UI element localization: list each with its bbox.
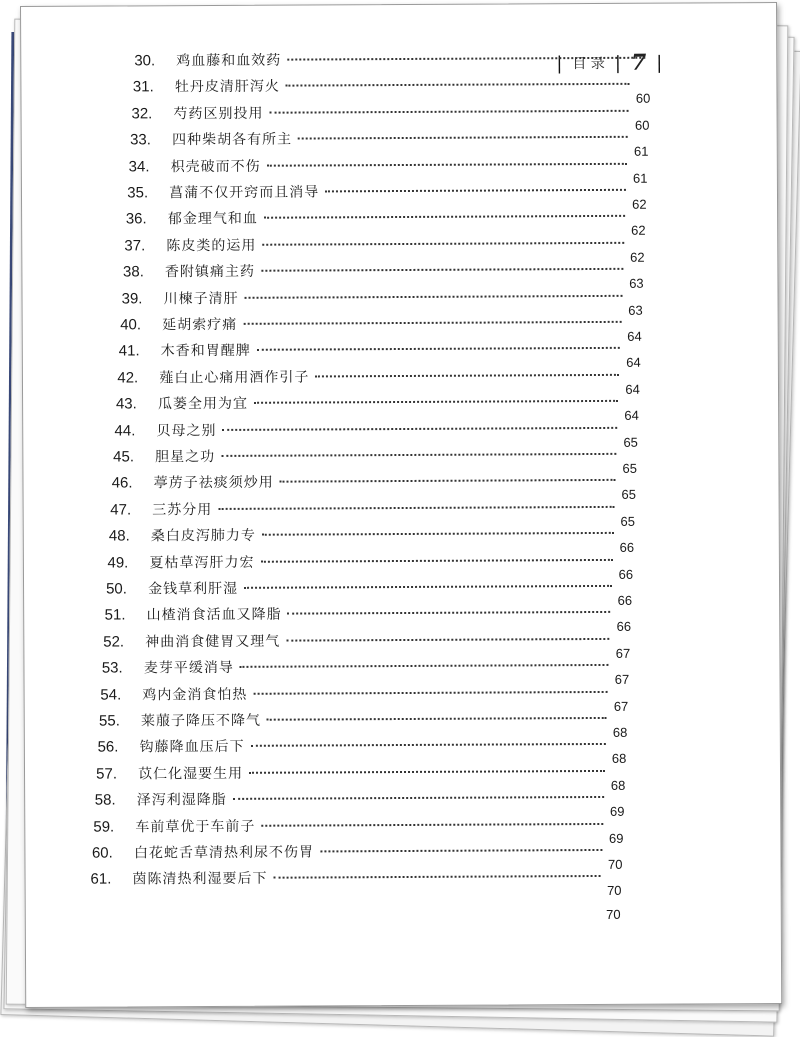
toc-dot-leader bbox=[287, 57, 645, 61]
toc-entry-page: 65 bbox=[620, 514, 635, 529]
toc-dot-leader bbox=[267, 717, 607, 721]
toc-entry-title: 桑白皮泻肺力专 bbox=[151, 525, 256, 546]
toc-page bbox=[20, 2, 782, 1008]
toc-dot-leader bbox=[280, 479, 616, 483]
toc-dot-leader bbox=[221, 453, 616, 457]
toc-entry-page: 63 bbox=[629, 276, 644, 291]
toc-entry-number: 50. bbox=[106, 580, 148, 597]
toc-entry-page: 65 bbox=[621, 487, 636, 502]
toc-entry-page: 61 bbox=[633, 170, 648, 185]
toc-entry-number: 61. bbox=[90, 871, 132, 888]
toc-entry-title: 茵陈清热利湿要后下 bbox=[132, 868, 267, 889]
toc-entry bbox=[113, 444, 637, 469]
toc-entry-title: 白花蛇舌草清热利尿不伤胃 bbox=[134, 841, 314, 862]
toc-entry-page: 69 bbox=[609, 830, 624, 845]
toc-entry-title: 贝母之别 bbox=[156, 420, 216, 440]
toc-entry bbox=[107, 549, 633, 574]
toc-dot-leader bbox=[218, 506, 614, 510]
toc-entry-number: 53. bbox=[102, 660, 144, 677]
toc-dot-leader bbox=[245, 294, 623, 298]
toc-entry-page: 66 bbox=[617, 619, 632, 634]
toc-entry-number: 57. bbox=[96, 765, 138, 782]
toc-dot-leader bbox=[298, 136, 628, 140]
toc-entry-title: 鸡内金消食怕热 bbox=[142, 683, 247, 704]
header-bar-mid: | bbox=[615, 52, 621, 73]
toc-entry bbox=[106, 576, 632, 601]
toc-entry-number: 51. bbox=[105, 607, 147, 624]
toc-entry bbox=[131, 101, 649, 126]
toc-entry-title: 枳壳破而不伤 bbox=[171, 155, 261, 175]
toc-entry bbox=[122, 285, 643, 310]
toc-entry-page: 65 bbox=[623, 434, 638, 449]
toc-dot-leader bbox=[325, 189, 626, 193]
toc-entry-number: 54. bbox=[100, 686, 142, 703]
toc-entry-page: 66 bbox=[619, 566, 634, 581]
toc-entry bbox=[117, 365, 639, 390]
header-bar-right: | bbox=[656, 52, 662, 73]
toc-entry bbox=[114, 417, 637, 442]
toc-dot-leader bbox=[251, 743, 606, 747]
toc-entry bbox=[96, 761, 625, 786]
toc-entry bbox=[99, 708, 627, 733]
toc-entry-number: 60. bbox=[92, 844, 134, 861]
toc-entry-number: 43. bbox=[116, 395, 158, 412]
toc-entry-title: 芍药区别投用 bbox=[173, 103, 263, 123]
toc-entry bbox=[123, 259, 644, 284]
toc-dot-leader bbox=[233, 796, 604, 800]
toc-entry bbox=[89, 893, 620, 918]
toc-entry-page: 68 bbox=[612, 751, 627, 766]
toc-entry-title: 葶苈子祛痰须炒用 bbox=[154, 472, 274, 493]
toc-entry-number: 48. bbox=[109, 528, 151, 545]
toc-entry-number: 35. bbox=[127, 184, 169, 201]
toc-entry bbox=[98, 734, 627, 759]
toc-entry bbox=[129, 153, 648, 178]
toc-dot-leader bbox=[261, 268, 623, 272]
toc-dot-leader bbox=[264, 215, 625, 219]
toc-entry-page: 63 bbox=[628, 302, 643, 317]
toc-entry-page: 65 bbox=[622, 461, 637, 476]
toc-entry-number: 32. bbox=[131, 105, 173, 122]
toc-entry-title: 郁金理气和血 bbox=[168, 208, 258, 228]
toc-entry-page: 64 bbox=[627, 329, 642, 344]
toc-entry-page: 62 bbox=[631, 223, 646, 238]
toc-entry bbox=[133, 74, 651, 99]
toc-entry bbox=[112, 470, 636, 495]
toc-dot-leader bbox=[260, 558, 612, 562]
toc-entry-title: 香附镇痛主药 bbox=[165, 261, 255, 281]
toc-entry bbox=[110, 497, 635, 522]
toc-entry-page: 69 bbox=[610, 804, 625, 819]
toc-entry-number: 58. bbox=[95, 792, 137, 809]
toc-dot-leader bbox=[249, 770, 605, 774]
toc-entry-number: 31. bbox=[133, 79, 175, 96]
toc-entry-number: 55. bbox=[99, 712, 141, 729]
toc-entry bbox=[130, 127, 648, 152]
toc-entry-page: 60 bbox=[635, 118, 650, 133]
toc-dot-leader bbox=[254, 400, 618, 404]
toc-entry-title: 鸡血藤和血效药 bbox=[176, 50, 281, 71]
toc-entry-number: 37. bbox=[124, 237, 166, 254]
toc-dot-leader bbox=[244, 585, 612, 589]
toc-entry-number: 30. bbox=[134, 52, 176, 69]
toc-dot-leader bbox=[267, 162, 627, 166]
toc-dot-leader bbox=[286, 83, 630, 87]
toc-entry-title: 薤白止心痛用酒作引子 bbox=[159, 366, 309, 387]
toc-entry-title: 木香和胃醒脾 bbox=[161, 340, 251, 360]
toc-entry-number: 39. bbox=[122, 290, 164, 307]
toc-entry bbox=[92, 840, 623, 865]
toc-entry-title: 瓜蒌全用为宜 bbox=[158, 393, 248, 413]
toc-entry-title: 菖蒲不仅开窍而且消导 bbox=[169, 181, 319, 202]
toc-entry-number: 33. bbox=[130, 131, 172, 148]
toc-entry bbox=[120, 312, 642, 337]
toc-entry-page: 64 bbox=[625, 382, 640, 397]
toc-entry-title: 四种柴胡各有所主 bbox=[172, 129, 292, 150]
toc-dot-leader bbox=[223, 426, 618, 430]
toc-entry-title: 泽泻利湿降脂 bbox=[137, 789, 227, 809]
toc-entry-page: 62 bbox=[632, 197, 647, 212]
toc-entry bbox=[102, 655, 629, 680]
toc-entry-title: 夏枯草泻肝力宏 bbox=[149, 551, 254, 572]
toc-entry-page: 68 bbox=[613, 725, 628, 740]
toc-entry-page: 70 bbox=[607, 883, 622, 898]
toc-entry bbox=[116, 391, 639, 416]
toc-entry bbox=[93, 813, 623, 838]
toc-entry-page: 64 bbox=[624, 408, 639, 423]
header-label: 目 录 bbox=[572, 53, 605, 73]
toc-dot-leader bbox=[269, 110, 628, 114]
toc-entry-number: 56. bbox=[98, 739, 140, 756]
toc-entry bbox=[105, 602, 632, 627]
toc-entry-page: 62 bbox=[630, 250, 645, 265]
toc-entry-title: 川楝子清肝 bbox=[164, 287, 239, 307]
toc-entry-number: 46. bbox=[112, 475, 154, 492]
toc-entry-title: 钩藤降血压后下 bbox=[140, 736, 245, 757]
toc-entry-number: 34. bbox=[129, 158, 171, 175]
toc-dot-leader bbox=[262, 532, 614, 536]
toc-entry-page: 67 bbox=[616, 646, 631, 661]
toc-entry-title: 陈皮类的运用 bbox=[166, 235, 256, 255]
toc-entry-title: 苡仁化湿要生用 bbox=[138, 763, 243, 784]
toc-dot-leader bbox=[261, 823, 603, 827]
toc-entry-page: 67 bbox=[614, 698, 629, 713]
toc-dot-leader bbox=[288, 611, 611, 615]
toc-entry-page: 66 bbox=[620, 540, 635, 555]
toc-entry-title: 麦芽平缓消导 bbox=[144, 657, 234, 677]
toc-dot-leader bbox=[253, 691, 607, 695]
header-bar-left: | bbox=[556, 53, 562, 74]
toc-entry-number: 36. bbox=[126, 211, 168, 228]
toc-dot-leader bbox=[262, 242, 624, 246]
toc-entry-page: 61 bbox=[634, 144, 649, 159]
toc-dot-leader bbox=[240, 664, 609, 668]
toc-entry-page: 66 bbox=[618, 593, 633, 608]
toc-entry bbox=[103, 629, 630, 654]
toc-entry bbox=[126, 206, 646, 231]
table-of-contents bbox=[21, 3, 781, 1007]
toc-entry bbox=[119, 338, 641, 363]
toc-entry bbox=[90, 866, 621, 891]
toc-entry bbox=[100, 681, 628, 706]
toc-entry bbox=[95, 787, 625, 812]
toc-entry-page: 68 bbox=[611, 778, 626, 793]
toc-entry-title: 胆星之功 bbox=[155, 446, 215, 466]
toc-entry-number: 38. bbox=[123, 263, 165, 280]
toc-entry bbox=[127, 180, 646, 205]
toc-entry bbox=[124, 233, 644, 258]
toc-dot-leader bbox=[274, 875, 601, 879]
toc-entry-number: 49. bbox=[107, 554, 149, 571]
toc-entry-title: 牡丹皮清肝泻火 bbox=[175, 76, 280, 97]
toc-entry-title: 金钱草利肝湿 bbox=[148, 578, 238, 598]
toc-entry-title: 山楂消食活血又降脂 bbox=[147, 604, 282, 625]
toc-entry-page: 60 bbox=[636, 91, 651, 106]
toc-entry bbox=[109, 523, 634, 548]
toc-entry-number: 52. bbox=[103, 633, 145, 650]
toc-entry-number: 42. bbox=[117, 369, 159, 386]
toc-entry-number: 44. bbox=[114, 422, 156, 439]
toc-entry-page: 64 bbox=[626, 355, 641, 370]
toc-entry-number: 59. bbox=[93, 818, 135, 835]
toc-dot-leader bbox=[315, 374, 619, 378]
toc-dot-leader bbox=[286, 638, 609, 642]
header-page-number: 7 bbox=[631, 50, 646, 76]
toc-entry-title: 三苏分用 bbox=[152, 499, 212, 519]
toc-dot-leader bbox=[257, 347, 620, 351]
toc-entry-number: 41. bbox=[119, 343, 161, 360]
toc-entry-title: 神曲消食健胃又理气 bbox=[145, 630, 280, 651]
toc-entry-page: 70 bbox=[608, 857, 623, 872]
toc-entry-page: 70 bbox=[606, 907, 621, 922]
toc-entry-page: 67 bbox=[615, 672, 630, 687]
toc-entry-title: 车前草优于车前子 bbox=[135, 815, 255, 836]
toc-entry bbox=[134, 48, 651, 73]
toc-entry-number: 45. bbox=[113, 448, 155, 465]
toc-entry-number: 47. bbox=[110, 501, 152, 518]
toc-entry-number: 40. bbox=[120, 316, 162, 333]
toc-dot-leader bbox=[320, 849, 602, 852]
toc-entry-title: 莱菔子降压不降气 bbox=[141, 710, 261, 731]
toc-entry-title: 延胡索疗痛 bbox=[162, 314, 237, 334]
toc-dot-leader bbox=[243, 321, 621, 325]
